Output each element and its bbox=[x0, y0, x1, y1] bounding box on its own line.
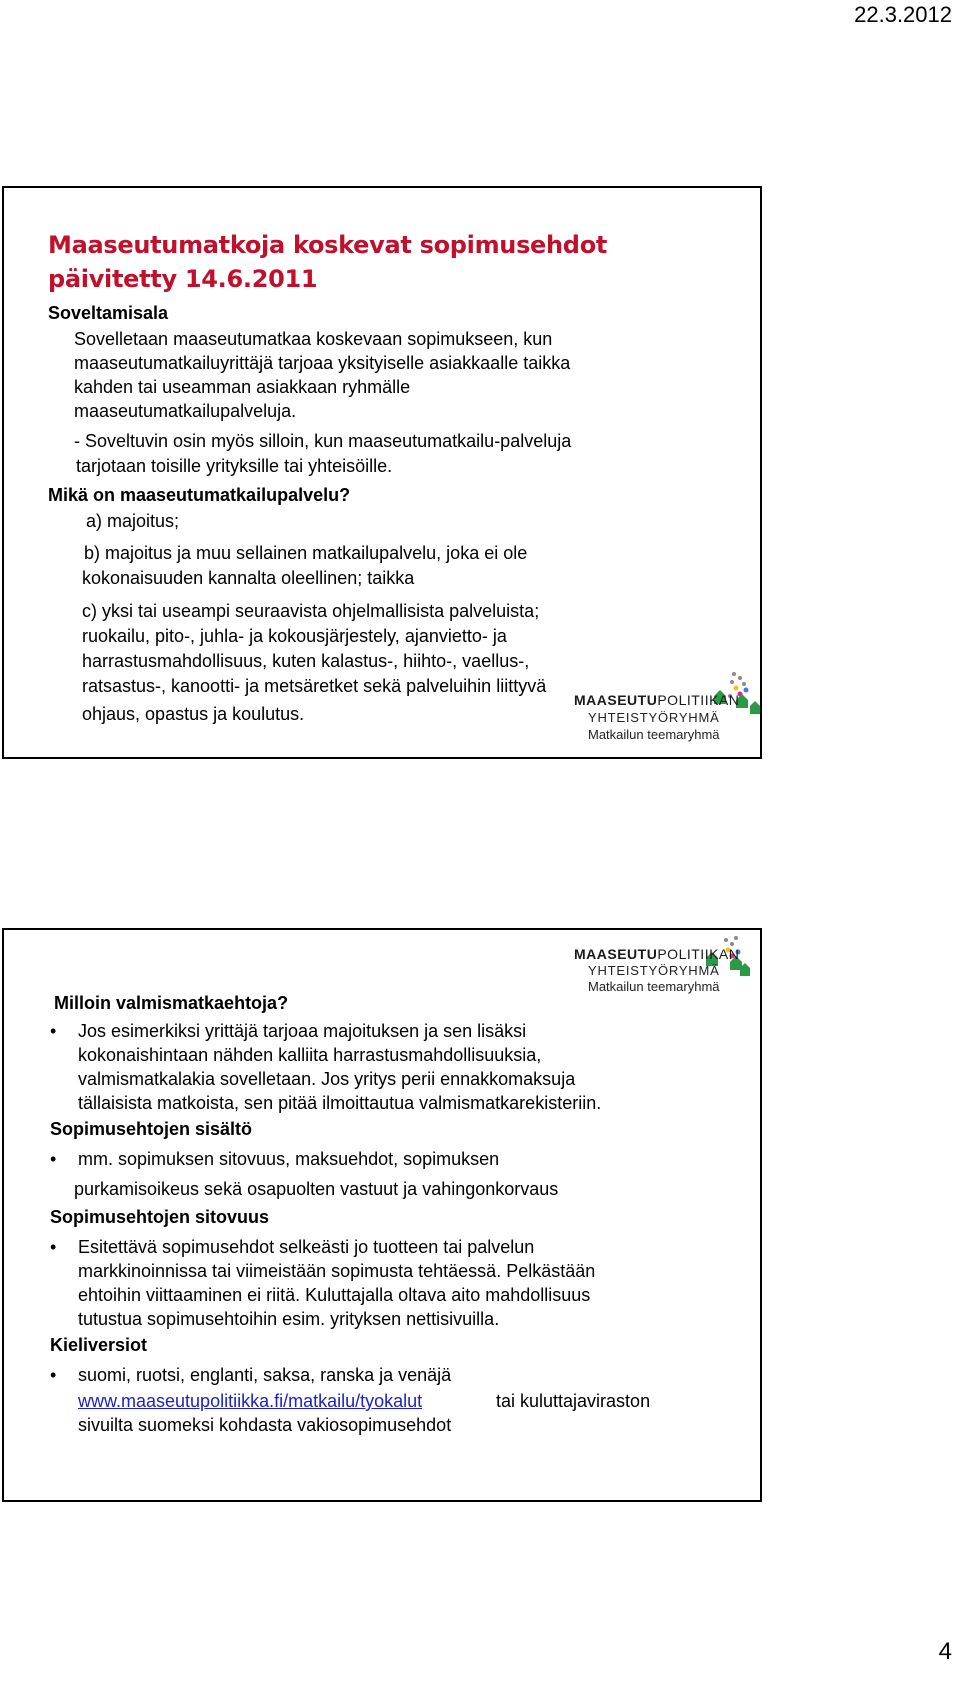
text-line: valmismatkalakia sovelletaan. Jos yritys perii ennakkomaksuja bbox=[78, 1069, 576, 1089]
heading-what-is: Mikä on maaseutumatkailupalvelu? bbox=[48, 485, 351, 505]
heading-soveltamisala: Soveltamisala bbox=[48, 303, 169, 323]
logo-subtitle: YHTEISTYÖRYHMÄ bbox=[588, 710, 720, 725]
maaseutupolitiikka-link[interactable]: www.maaseutupolitiikka.fi/matkailu/tyokalut bbox=[78, 1391, 423, 1411]
text-line: ehtoihin viittaaminen ei riitä. Kuluttajalla oltava aito mahdollisuus bbox=[78, 1285, 591, 1305]
list-item: b) majoitus ja muu sellainen matkailupalvelu, joka ei ole bbox=[84, 543, 528, 563]
logo-text-light: POLITIIKAN bbox=[657, 692, 740, 708]
slide-title: Maaseutumatkoja koskevat sopimusehdot päivitetty 14.6.2011 bbox=[48, 231, 608, 293]
text-line: suomi, ruotsi, englanti, saksa, ranska ja venäjä bbox=[78, 1365, 452, 1385]
text-line: Jos esimerkiksi yrittäjä tarjoaa majoituksen ja sen lisäksi bbox=[78, 1021, 527, 1041]
text-line: mm. sopimuksen sitovuus, maksuehdot, sopimuksen bbox=[78, 1149, 500, 1169]
text-line: kokonaisuuden kannalta oleellinen; taikka bbox=[82, 568, 415, 588]
page-number: 4 bbox=[938, 1638, 952, 1665]
text-line: markkinoinnissa tai viimeistään sopimusta tehtäessä. Pelkästään bbox=[78, 1261, 596, 1281]
text-line: tai kuluttajaviraston bbox=[496, 1391, 651, 1411]
heading-contract-content: Sopimusehtojen sisältö bbox=[50, 1119, 253, 1139]
heading-binding: Sopimusehtojen sitovuus bbox=[50, 1207, 270, 1227]
logo-tagline: Matkailun teemaryhmä bbox=[588, 979, 720, 994]
text-line: Esitettävä sopimusehdot selkeästi jo tuotteen tai palvelun bbox=[78, 1237, 535, 1257]
text-line: ratsastus-, kanootti- ja metsäretket sekä palveluihin liittyvä bbox=[82, 676, 547, 696]
heading-languages: Kieliversiot bbox=[50, 1335, 148, 1355]
bullet-icon: • bbox=[50, 1237, 57, 1257]
bullet-icon: • bbox=[50, 1021, 57, 1041]
text-line: ruokailu, pito-, juhla- ja kokousjärjestely, ajanvietto- ja bbox=[82, 626, 507, 646]
maaseutupolitiikka-logo bbox=[574, 670, 754, 750]
text-line: kokonaishintaan nähden kalliita harrastusmahdollisuuksia, bbox=[78, 1045, 542, 1065]
text-line: tutustua sopimusehtoihin esim. yrityksen nettisivuilla. bbox=[78, 1309, 500, 1329]
slide-2 bbox=[2, 928, 762, 1502]
text-line: sivuilta suomeksi kohdasta vakiosopimusehdot bbox=[78, 1415, 452, 1435]
maaseutupolitiikka-logo bbox=[574, 936, 754, 996]
list-item: a) majoitus; bbox=[86, 511, 180, 531]
slide-1 bbox=[2, 186, 762, 759]
bullet-icon: • bbox=[50, 1149, 57, 1169]
logo-subtitle: YHTEISTYÖRYHMÄ bbox=[588, 963, 720, 978]
text-line: - Soveltuvin osin myös silloin, kun maaseutumatkailu-palveluja bbox=[74, 431, 572, 451]
text-line: maaseutumatkailupalveluja. bbox=[74, 401, 297, 421]
heading-when-package: Milloin valmismatkaehtoja? bbox=[54, 993, 289, 1013]
text-line: tarjotaan toisille yrityksille tai yhteisöille. bbox=[76, 456, 393, 476]
text-line: ohjaus, opastus ja koulutus. bbox=[82, 704, 305, 724]
text-line: Sovelletaan maaseutumatkaa koskevaan sopimukseen, kun bbox=[74, 329, 553, 349]
text-line: kahden tai useamman asiakkaan ryhmälle bbox=[74, 377, 411, 397]
text-line: maaseutumatkailuyrittäjä tarjoaa yksityiselle asiakkaalle taikka bbox=[74, 353, 571, 373]
logo-text-light: POLITIIKAN bbox=[657, 946, 740, 962]
text-line: harrastusmahdollisuus, kuten kalastus-, hiihto-, vaellus-, bbox=[82, 651, 530, 671]
document-date: 22.3.2012 bbox=[854, 2, 952, 27]
text-line: purkamisoikeus sekä osapuolten vastuut ja vahingonkorvaus bbox=[74, 1179, 559, 1199]
text-line: tällaisista matkoista, sen pitää ilmoittautua valmismatkarekisteriin. bbox=[78, 1093, 602, 1113]
logo-text-bold: MAASEUTU bbox=[574, 692, 658, 708]
logo-tagline: Matkailun teemaryhmä bbox=[588, 727, 720, 742]
bullet-icon: • bbox=[50, 1365, 57, 1385]
list-item: c) yksi tai useampi seuraavista ohjelmallisista palveluista; bbox=[82, 601, 540, 621]
logo-text-bold: MAASEUTU bbox=[574, 946, 658, 962]
